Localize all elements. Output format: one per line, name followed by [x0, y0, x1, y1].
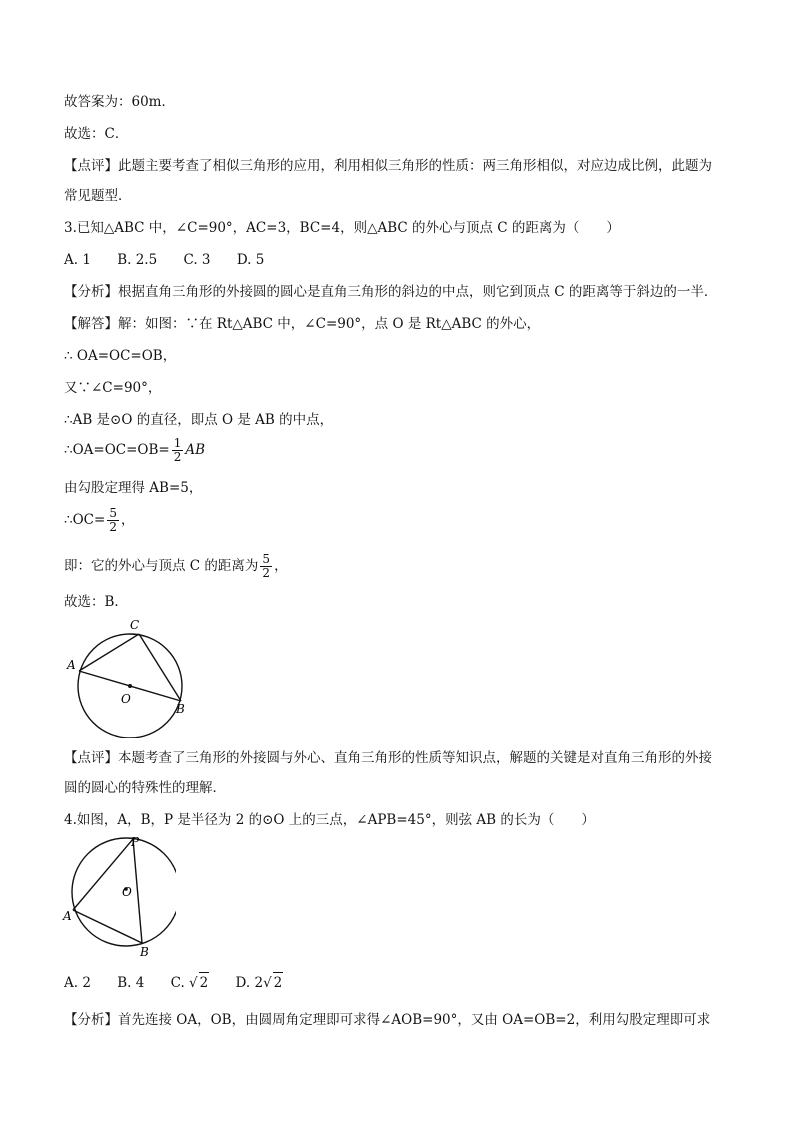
answer-text-4: ∴AB 是⊙O 的直径，即点 O 是 AB 的中点，	[64, 412, 334, 428]
question-4-options	[64, 972, 305, 993]
comment-text-1: 【点评】此题主要考查了相似三角形的应用，利用相似三角形的性质：两三角形相似，对应边成比例，此题为	[64, 158, 712, 174]
label-a: A	[67, 658, 76, 672]
comment-text-4: 圆的圆心的特殊性的理解．	[64, 780, 226, 796]
question-3-options	[64, 250, 286, 270]
label-b: B	[176, 702, 185, 716]
label-a: A	[63, 909, 72, 923]
figure-circle-triangle-apb	[60, 832, 176, 962]
solution-text-2: 故选：C．	[64, 126, 129, 142]
comment-text-2: 常见题型．	[64, 188, 132, 204]
question-4: 4.如图，A，B，P 是半径为 2 的⊙O 上的三点，∠APB=45°，则弦 AB 的长为（ ）	[64, 812, 595, 828]
answer-text-3: 又∵∠C=90°，	[64, 380, 162, 396]
option-b: B. 2.5	[117, 252, 158, 268]
label-o: O	[122, 885, 132, 899]
segment-ac	[79, 634, 139, 671]
equation-prefix: ∴OC=	[64, 512, 106, 528]
answer-text-1: 【解答】解：如图：∵在 Rt△ABC 中，∠C=90°，点 O 是 Rt△ABC 的外心，	[64, 316, 541, 332]
option-c: C. √ 2	[171, 972, 210, 993]
option-b: B. 4	[117, 975, 145, 991]
answer-text-8: 即：它的外心与顶点 C 的距离为 $\frac{5}{2}$ ，	[64, 552, 288, 580]
fraction-five-halves-2: $\frac{5}{2}$	[262, 552, 271, 580]
center-point	[128, 684, 132, 688]
option-c: C. 3	[183, 252, 211, 268]
comment-text-3: 【点评】本题考查了三角形的外接圆与外心、直角三角形的性质等知识点，解题的关键是对直角三角形的外接	[64, 750, 712, 766]
solution-text-1: 故答案为：60m．	[64, 94, 175, 110]
segment-pb	[133, 839, 142, 943]
option-d: D. 5	[236, 252, 265, 268]
label-c: C	[130, 618, 140, 632]
option-a: A. 1	[64, 252, 91, 268]
fraction-five-halves: $\frac{5}{2}$	[109, 506, 117, 534]
option-d: D. 2√ 2	[236, 972, 284, 993]
equation-prefix: ∴OA=OC=OB=	[64, 442, 170, 458]
answer-text-2: ∴ OA=OC=OB，	[64, 348, 177, 364]
option-a: A. 2	[64, 975, 91, 991]
conclusion-prefix: 即：它的外心与顶点 C 的距离为	[64, 558, 259, 574]
analysis-text: 【分析】根据直角三角形的外接圆的圆心是直角三角形的斜边的中点，则它到顶点 C 的距离等于斜边的一半．	[64, 284, 718, 300]
analysis-text-2: 【分析】首先连接 OA，OB，由圆周角定理即可求得∠AOB=90°，又由 OA=OB=2，利用勾股定理即可求	[64, 1012, 711, 1028]
equation-suffix: AB	[185, 442, 206, 458]
question-3: 3.已知△ABC 中，∠C=90°，AC=3，BC=4，则△ABC 的外心与顶点 C 的距离为（ ）	[64, 220, 620, 236]
answer-text-5	[64, 436, 205, 464]
label-b: B	[140, 945, 149, 959]
answer-text-7: ∴OC= $\frac{5}{2}$ ，	[64, 506, 135, 534]
figure-circle-triangle-abc	[64, 614, 194, 738]
answer-text-9: 故选：B．	[64, 594, 128, 610]
label-p: P	[131, 835, 140, 849]
fraction-one-half: $\frac{1}{2}$	[173, 436, 182, 464]
segment-pa	[73, 839, 133, 910]
answer-text-6: 由勾股定理得 AB=5，	[64, 480, 203, 496]
label-o: O	[121, 692, 131, 706]
segment-ab	[73, 910, 142, 943]
